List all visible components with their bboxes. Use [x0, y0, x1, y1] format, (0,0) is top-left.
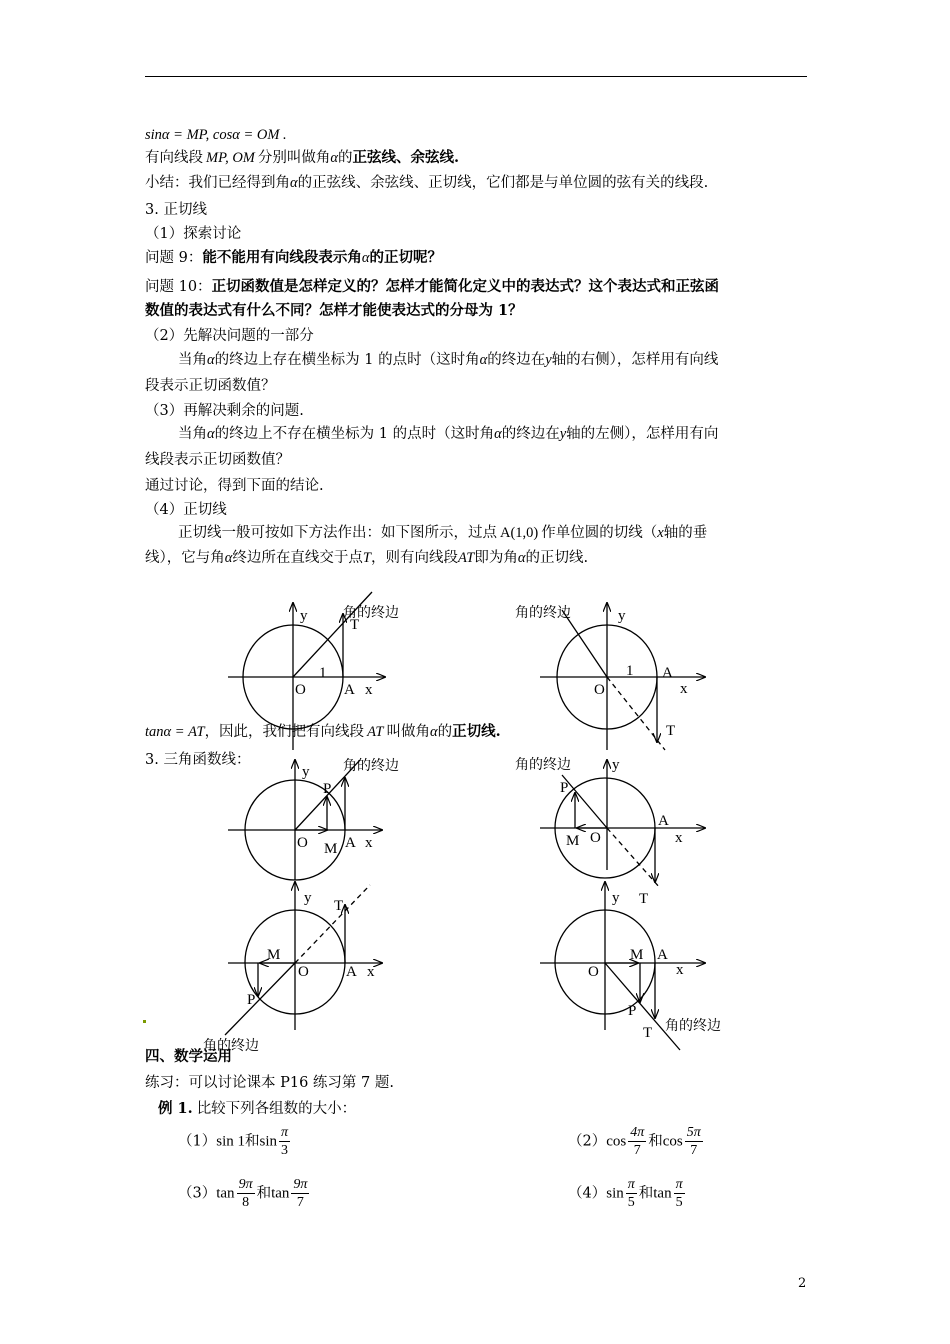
d2-T-label: T — [666, 723, 676, 739]
d2-A-label: A — [662, 665, 673, 681]
d1-x-label: x — [365, 682, 373, 698]
section-trig-lines: 3. 三角函数线： — [145, 752, 251, 768]
diagram-tangent-quadrant2 — [540, 603, 705, 750]
example-1-item-2: （2）cos $\frac{4\pi}{7}$ 和cos $\frac{5\pi}{7}$ — [568, 1125, 701, 1158]
d6-P-label: P — [628, 1003, 637, 1019]
d4-x-label: x — [675, 830, 683, 846]
d1-one-label: 1 — [319, 665, 327, 681]
d4-O-label: O — [590, 830, 601, 846]
example-1-heading: 例 1. 比较下列各组数的大小： — [158, 1100, 357, 1117]
example-1-item-3: （3）tan $\frac{9\pi}{8}$ 和tan $\frac{9\pi}{7}$ — [178, 1177, 308, 1210]
d6-A-label: A — [657, 947, 668, 963]
d2-x-label: x — [680, 681, 688, 697]
d5-P-label: P — [247, 992, 256, 1008]
subsection-explore: （1）探索讨论 — [145, 226, 242, 242]
d3-P-label: P — [323, 781, 332, 797]
d3-O-label: O — [297, 835, 308, 851]
tan-definition: tanα = AT，因此，我们把有向线段 AT 叫做角α的正切线. — [145, 723, 501, 740]
d6-x-label: x — [676, 962, 684, 978]
example-1-item-4: （4）sin $\frac{\pi}{5}$ 和tan $\frac{\pi}{5}$ — [568, 1177, 683, 1210]
section-math-application: 四、数学运用 — [145, 1048, 232, 1065]
d3-A-label: A — [345, 835, 356, 851]
d6-O-label: O — [588, 964, 599, 980]
d3-M-label: M — [324, 841, 338, 857]
subsection-tangent-line: （4）正切线 — [145, 502, 227, 518]
d6-terminal-label: 角的终边 — [665, 1018, 721, 1034]
conclusion-intro: 通过讨论，得到下面的结论. — [145, 478, 324, 494]
d1-y-label: y — [300, 608, 308, 624]
d5-M-label: M — [267, 947, 281, 963]
paragraph-right-side: 当角α的终边上存在横坐标为 1 的点时（这时角α的终边在y轴的右侧），怎样用有向线 — [178, 352, 719, 368]
d4-terminal-label: 角的终边 — [515, 757, 571, 773]
d5-O-label: O — [298, 964, 309, 980]
d5-terminal-label: 角的终边 — [203, 1038, 259, 1054]
d5-A-label: A — [346, 964, 357, 980]
question-10: 问题 10：正切函数值是怎样定义的？怎样才能简化定义中的表达式？这个表达式和正弦函 — [145, 278, 720, 295]
question-10-continued: 数值的表达式有什么不同？怎样才能使表达式的分母为 1？ — [145, 302, 523, 319]
tangent-construction: 正切线一般可按如下方法作出：如下图所示，过点 A(1,0) 作单位圆的切线（x轴的垂 — [178, 525, 708, 541]
subsection-remaining: （3）再解决剩余的问题. — [145, 403, 304, 419]
d5-x-label: x — [367, 964, 375, 980]
d6-y-label: y — [612, 890, 620, 906]
d3-y-label: y — [302, 764, 310, 780]
d1-terminal-label: 角的终边 — [343, 605, 399, 621]
example-1-item-1: （1）sin 1和sin $\frac{\pi}{3}$ — [178, 1125, 289, 1158]
tangent-construction-continued: 线），它与角α终边所在直线交于点T，则有向线段AT即为角α的正切线. — [145, 550, 589, 566]
sin-cos-formula: sinα = MP, cosα = OM . — [145, 127, 287, 143]
exercise-text: 练习：可以讨论课本 P16 练习第 7 题. — [145, 1075, 394, 1091]
d1-O-label: O — [295, 682, 306, 698]
summary-text: 小结：我们已经得到角α的正弦线、余弦线、正切线，它们都是与单位圆的弦有关的线段. — [145, 175, 709, 191]
d2-one-label: 1 — [626, 663, 634, 679]
stray-mark — [143, 1020, 146, 1023]
d6-T-bottom-label: T — [643, 1025, 653, 1041]
sine-cosine-line-definition: 有向线段 MP, OM 分别叫做角α的正弦线、余弦线. — [145, 149, 460, 166]
d4-y-label: y — [612, 757, 620, 773]
question-9: 问题 9：能不能用有向线段表示角α的正切呢？ — [145, 249, 442, 266]
d2-y-label: y — [618, 608, 626, 624]
d5-y-label: y — [304, 890, 312, 906]
subsection-part-solution: （2）先解决问题的一部分 — [145, 328, 314, 344]
d1-T-label: T — [350, 617, 360, 633]
d4-P-label: P — [560, 780, 569, 796]
d5-T-label: T — [334, 898, 344, 914]
paragraph-left-side-continued: 线段表示正切函数值？ — [145, 452, 290, 468]
section-heading-tangent-line: 3. 正切线 — [145, 202, 207, 218]
d4-M-label: M — [566, 833, 580, 849]
d1-A-label: A — [344, 682, 355, 698]
d3-x-label: x — [365, 835, 373, 851]
page-number: 2 — [798, 1276, 807, 1291]
d3-terminal-label: 角的终边 — [343, 758, 399, 774]
paragraph-right-side-continued: 段表示正切函数值？ — [145, 378, 276, 394]
d6-T-top-label: T — [639, 891, 649, 907]
d2-O-label: O — [594, 682, 605, 698]
d4-A-label: A — [658, 813, 669, 829]
d2-terminal-label: 角的终边 — [515, 605, 571, 621]
d6-M-label: M — [630, 947, 644, 963]
paragraph-left-side: 当角α的终边上不存在横坐标为 1 的点时（这时角α的终边在y轴的左侧），怎样用有向 — [178, 426, 719, 442]
